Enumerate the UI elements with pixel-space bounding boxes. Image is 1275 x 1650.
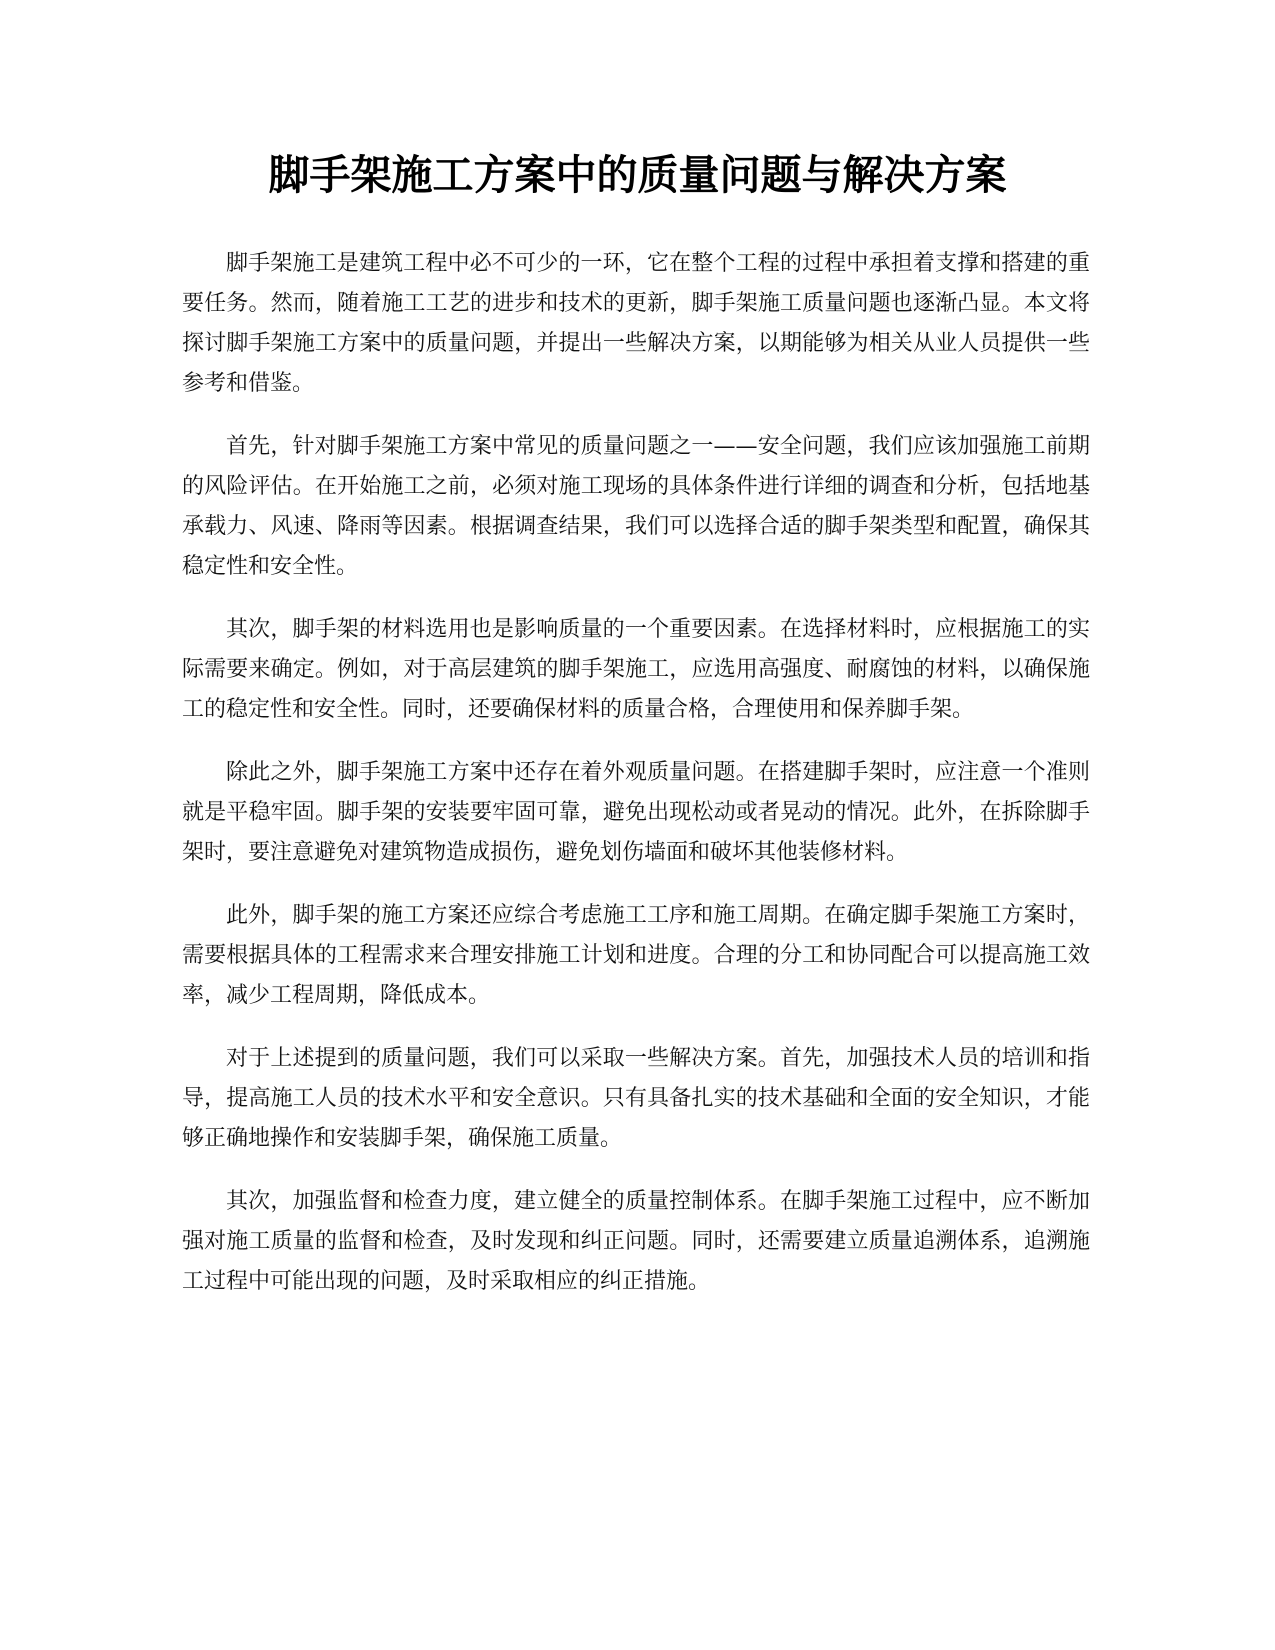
document-body [182, 244, 1090, 1325]
document-title: 脚手架施工方案中的质量问题与解决方案 [268, 151, 1007, 199]
paragraph-3: 其次，脚手架的材料选用也是影响质量的一个重要因素。在选择材料时，应根据施工的实际需要来确定。例如，对于高层建筑的脚手架施工，应选用高强度、耐腐蚀的材料，以确保施工的稳定性和安全性。同时，还要确保材料的质量合格，合理使用和保养脚手架。 [182, 617, 1090, 722]
paragraph-7: 其次，加强监督和检查力度，建立健全的质量控制体系。在脚手架施工过程中，应不断加强对施工质量的监督和检查，及时发现和纠正问题。同时，还需要建立质量追溯体系，追溯施工过程中可能出现的问题，及时采取相应的纠正措施。 [182, 1189, 1090, 1294]
paragraph-5: 此外，脚手架的施工方案还应综合考虑施工工序和施工周期。在确定脚手架施工方案时，需要根据具体的工程需求来合理安排施工计划和进度。合理的分工和协同配合可以提高施工效率，减少工程周期，降低成本。 [182, 903, 1090, 1008]
paragraph-2: 首先，针对脚手架施工方案中常见的质量问题之一——安全问题，我们应该加强施工前期的风险评估。在开始施工之前，必须对施工现场的具体条件进行详细的调查和分析，包括地基承载力、风速、降雨等因素。根据调查结果，我们可以选择合适的脚手架类型和配置，确保其稳定性和安全性。 [182, 434, 1090, 579]
paragraph-6: 对于上述提到的质量问题，我们可以采取一些解决方案。首先，加强技术人员的培训和指导，提高施工人员的技术水平和安全意识。只有具备扎实的技术基础和全面的安全知识，才能够正确地操作和安装脚手架，确保施工质量。 [182, 1046, 1090, 1151]
paragraph-4: 除此之外，脚手架施工方案中还存在着外观质量问题。在搭建脚手架时，应注意一个准则就是平稳牢固。脚手架的安装要牢固可靠，避免出现松动或者晃动的情况。此外，在拆除脚手架时，要注意避免对建筑物造成损伤，避免划伤墙面和破坏其他装修材料。 [182, 760, 1090, 865]
paragraph-1: 脚手架施工是建筑工程中必不可少的一环，它在整个工程的过程中承担着支撑和搭建的重要任务。然而，随着施工工艺的进步和技术的更新，脚手架施工质量问题也逐渐凸显。本文将探讨脚手架施工方案中的质量问题，并提出一些解决方案，以期能够为相关从业人员提供一些参考和借鉴。 [182, 251, 1090, 396]
